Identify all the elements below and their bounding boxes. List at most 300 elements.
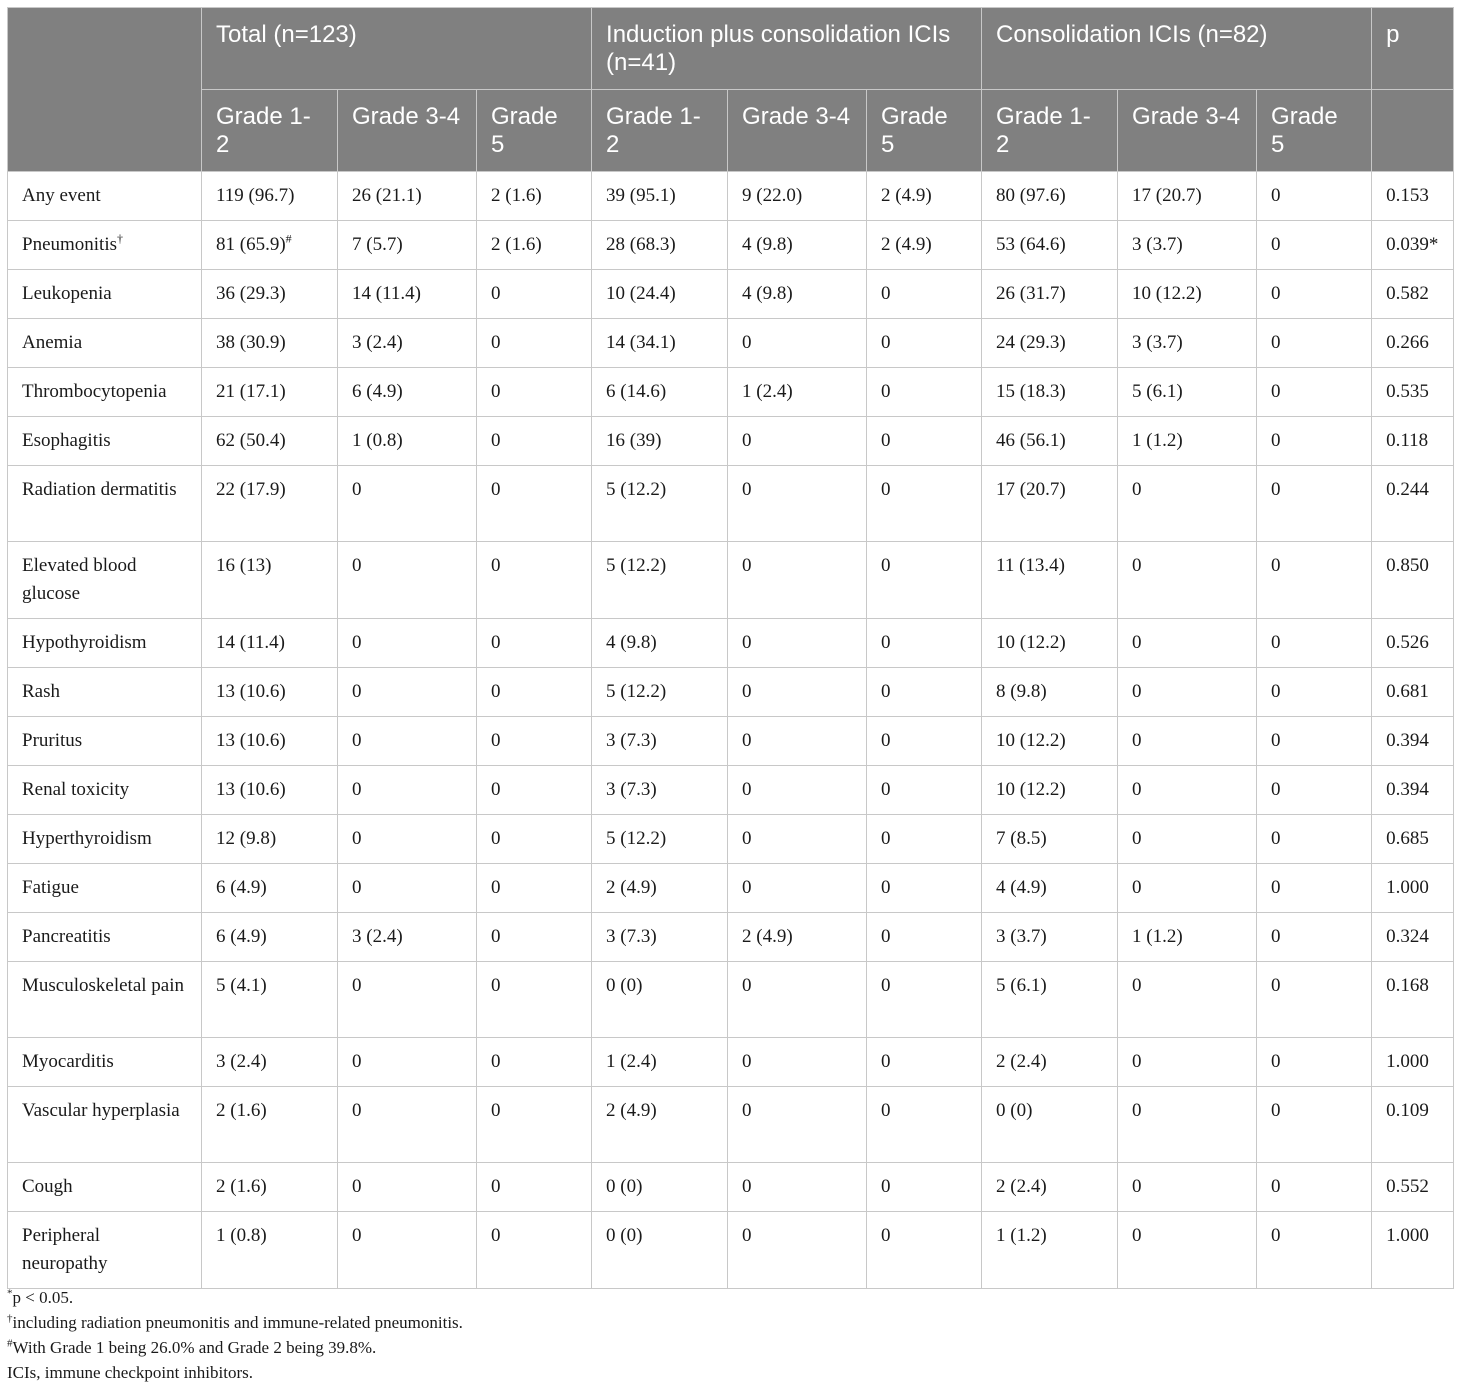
row-label-text: Vascular hyperplasia (22, 1100, 180, 1121)
table-cell (982, 221, 1118, 270)
cell-value: 0 (491, 479, 501, 500)
table-cell (982, 1087, 1118, 1163)
cell-value: 0 (881, 1225, 891, 1246)
cell-value: 0 (881, 1176, 891, 1197)
cell-value: 0 (881, 283, 891, 304)
cell-value: 0 (881, 828, 891, 849)
footnote (7, 1360, 463, 1385)
cell-value: 1 (0.8) (216, 1225, 267, 1246)
cell-value: 8 (9.8) (996, 681, 1047, 702)
row-label-text: Elevated blood glucose (22, 555, 137, 604)
cell-value: 0 (742, 779, 752, 800)
cell-value: 13 (10.6) (216, 779, 286, 800)
cell-value: 0 (352, 479, 362, 500)
cell-value: 4 (9.8) (742, 234, 793, 255)
row-label-text: Hypothyroidism (22, 632, 147, 653)
row-label-text: Cough (22, 1176, 73, 1197)
table-cell (1118, 668, 1257, 717)
table-cell (202, 962, 338, 1038)
table-cell (592, 221, 728, 270)
table-cell (1257, 1087, 1372, 1163)
cell-value: 0 (1271, 828, 1281, 849)
cell-value: 12 (9.8) (216, 828, 277, 849)
table-row (8, 319, 1454, 368)
table-cell (728, 717, 867, 766)
cell-value: 0 (742, 730, 752, 751)
table-cell (1257, 172, 1372, 221)
cell-value: 3 (3.7) (1132, 332, 1183, 353)
p-value: 1.000 (1372, 1038, 1454, 1087)
cell-value: 0 (491, 430, 501, 451)
cell-value: 0 (1271, 1100, 1281, 1121)
table-cell (982, 270, 1118, 319)
table-cell (338, 221, 477, 270)
p-value: 0.681 (1372, 668, 1454, 717)
table-cell (867, 417, 982, 466)
table-row (8, 542, 1454, 619)
cell-value: 0 (491, 681, 501, 702)
table-cell (202, 815, 338, 864)
table-cell (592, 368, 728, 417)
cell-value: 21 (17.1) (216, 381, 286, 402)
row-label-text: Radiation dermatitis (22, 479, 177, 500)
header-p: p (1372, 8, 1454, 90)
table-cell (338, 1163, 477, 1212)
header-grade: Grade 5 (867, 90, 982, 172)
table-cell (728, 1038, 867, 1087)
cell-value: 0 (491, 1225, 501, 1246)
cell-value: 0 (491, 1100, 501, 1121)
cell-value: 0 (742, 430, 752, 451)
cell-value: 5 (12.2) (606, 681, 667, 702)
adverse-events-table (7, 7, 1454, 1289)
row-label-text: Hyperthyroidism (22, 828, 152, 849)
cell-value: 3 (3.7) (1132, 234, 1183, 255)
header-grade: Grade 3-4 (728, 90, 867, 172)
table-row (8, 864, 1454, 913)
table-cell (867, 864, 982, 913)
cell-value: 6 (4.9) (216, 877, 267, 898)
cell-value: 38 (30.9) (216, 332, 286, 353)
p-value: 0.552 (1372, 1163, 1454, 1212)
table-cell (477, 1038, 592, 1087)
cell-value: 11 (13.4) (996, 555, 1065, 576)
table-cell (1257, 368, 1372, 417)
cell-value: 0 (742, 681, 752, 702)
footnote-text: ICIs, immune checkpoint inhibitors. (7, 1363, 253, 1382)
table-row (8, 466, 1454, 542)
table-footnotes (7, 1285, 463, 1385)
table-cell (477, 864, 592, 913)
table-cell (728, 619, 867, 668)
table-cell (867, 1163, 982, 1212)
table-cell (592, 270, 728, 319)
cell-value: 5 (6.1) (996, 975, 1047, 996)
cell-value: 2 (1.6) (216, 1100, 267, 1121)
cell-value: 0 (1132, 730, 1142, 751)
table-cell (1118, 466, 1257, 542)
cell-value: 6 (4.9) (216, 926, 267, 947)
table-cell (982, 319, 1118, 368)
row-label-text: Esophagitis (22, 430, 111, 451)
table-container (7, 7, 1453, 1289)
table-cell (477, 962, 592, 1038)
table-cell (338, 542, 477, 619)
cell-value: 0 (742, 1051, 752, 1072)
cell-value: 3 (2.4) (352, 926, 403, 947)
cell-value: 0 (1132, 828, 1142, 849)
cell-value: 3 (3.7) (996, 926, 1047, 947)
cell-value: 17 (20.7) (1132, 185, 1202, 206)
row-label (8, 270, 202, 319)
cell-value: 5 (6.1) (1132, 381, 1183, 402)
table-cell (592, 1212, 728, 1289)
cell-value: 3 (2.4) (216, 1051, 267, 1072)
table-cell (592, 766, 728, 815)
cell-value: 62 (50.4) (216, 430, 286, 451)
row-label (8, 668, 202, 717)
cell-value: 0 (1271, 381, 1281, 402)
cell-value: 24 (29.3) (996, 332, 1066, 353)
cell-value: 0 (491, 975, 501, 996)
table-row (8, 913, 1454, 962)
table-cell (728, 668, 867, 717)
cell-value: 16 (13) (216, 555, 272, 576)
cell-value: 2 (4.9) (881, 185, 932, 206)
table-cell (592, 1038, 728, 1087)
footnote-marker: # (7, 1337, 13, 1350)
p-value: 0.535 (1372, 368, 1454, 417)
table-cell (982, 542, 1118, 619)
table-cell (1257, 717, 1372, 766)
table-row (8, 766, 1454, 815)
row-label (8, 1212, 202, 1289)
cell-value: 0 (742, 332, 752, 353)
table-cell (867, 542, 982, 619)
table-cell (867, 913, 982, 962)
table-cell (867, 962, 982, 1038)
p-value: 0.850 (1372, 542, 1454, 619)
cell-value: 0 (1271, 779, 1281, 800)
table-cell (592, 172, 728, 221)
table-cell (867, 766, 982, 815)
row-label (8, 864, 202, 913)
cell-value: 0 (1132, 681, 1142, 702)
cell-value: 2 (2.4) (996, 1176, 1047, 1197)
table-cell (202, 668, 338, 717)
cell-value: 0 (1132, 1225, 1142, 1246)
table-cell (982, 913, 1118, 962)
cell-value: 0 (881, 632, 891, 653)
table-cell (1257, 766, 1372, 815)
table-cell (1118, 864, 1257, 913)
cell-value: 14 (11.4) (216, 632, 285, 653)
cell-value: 0 (352, 632, 362, 653)
table-cell (1257, 619, 1372, 668)
table-cell (477, 913, 592, 962)
cell-value: 0 (1271, 926, 1281, 947)
cell-value: 0 (881, 430, 891, 451)
table-cell (728, 542, 867, 619)
cell-value: 0 (352, 730, 362, 751)
row-label-text: Myocarditis (22, 1051, 114, 1072)
row-label (8, 542, 202, 619)
table-cell (1118, 221, 1257, 270)
table-cell (338, 417, 477, 466)
table-cell (867, 815, 982, 864)
cell-value: 0 (0) (606, 1225, 643, 1246)
cell-value: 0 (491, 283, 501, 304)
table-row (8, 1038, 1454, 1087)
table-cell (592, 466, 728, 542)
cell-value: 0 (881, 1100, 891, 1121)
table-cell (1257, 668, 1372, 717)
cell-value: 0 (881, 779, 891, 800)
row-label-text: Musculoskeletal pain (22, 975, 184, 996)
table-cell (202, 172, 338, 221)
cell-value: 0 (742, 1176, 752, 1197)
cell-value: 0 (1271, 681, 1281, 702)
table-cell (592, 668, 728, 717)
cell-value: 119 (96.7) (216, 185, 295, 206)
table-cell (867, 1212, 982, 1289)
table-cell (477, 619, 592, 668)
cell-value: 5 (4.1) (216, 975, 267, 996)
table-cell (592, 319, 728, 368)
table-cell (592, 619, 728, 668)
table-cell (477, 417, 592, 466)
cell-value: 0 (1271, 877, 1281, 898)
footnote-marker: # (285, 231, 292, 246)
cell-value: 0 (881, 332, 891, 353)
table-cell (1118, 717, 1257, 766)
cell-value: 0 (1271, 555, 1281, 576)
table-cell (1118, 766, 1257, 815)
table-cell (338, 766, 477, 815)
table-cell (1257, 221, 1372, 270)
table-cell (592, 962, 728, 1038)
table-cell (477, 1087, 592, 1163)
table-cell (867, 717, 982, 766)
table-cell (202, 368, 338, 417)
p-value: 0.109 (1372, 1087, 1454, 1163)
table-cell (1118, 319, 1257, 368)
cell-value: 0 (491, 926, 501, 947)
table-cell (728, 221, 867, 270)
table-cell (1257, 417, 1372, 466)
table-cell (728, 319, 867, 368)
header-group-total: Total (n=123) (202, 8, 592, 90)
cell-value: 53 (64.6) (996, 234, 1066, 255)
table-cell (592, 1087, 728, 1163)
p-value: 0.244 (1372, 466, 1454, 542)
table-cell (1118, 368, 1257, 417)
table-cell (982, 172, 1118, 221)
cell-value: 0 (881, 926, 891, 947)
cell-value: 0 (491, 1051, 501, 1072)
cell-value: 1 (1.2) (996, 1225, 1047, 1246)
cell-value: 3 (7.3) (606, 926, 657, 947)
cell-value: 36 (29.3) (216, 283, 286, 304)
table-cell (728, 1212, 867, 1289)
table-cell (1118, 962, 1257, 1038)
table-cell (728, 864, 867, 913)
table-cell (1257, 270, 1372, 319)
row-label (8, 221, 202, 270)
row-label-text: Anemia (22, 332, 83, 353)
table-cell (338, 1087, 477, 1163)
table-cell (867, 319, 982, 368)
cell-value: 0 (352, 1176, 362, 1197)
table-cell (202, 319, 338, 368)
table-cell (477, 717, 592, 766)
table-cell (1118, 1038, 1257, 1087)
table-row (8, 962, 1454, 1038)
cell-value: 0 (742, 479, 752, 500)
cell-value: 1 (1.2) (1132, 926, 1183, 947)
cell-value: 0 (1132, 779, 1142, 800)
cell-value: 0 (0) (996, 1100, 1033, 1121)
table-row (8, 668, 1454, 717)
cell-value: 0 (881, 681, 891, 702)
table-cell (1257, 962, 1372, 1038)
table-cell (202, 466, 338, 542)
cell-value: 0 (1132, 975, 1142, 996)
table-row (8, 1087, 1454, 1163)
cell-value: 2 (4.9) (606, 1100, 657, 1121)
cell-value: 1 (2.4) (606, 1051, 657, 1072)
table-cell (202, 270, 338, 319)
table-cell (867, 619, 982, 668)
cell-value: 3 (7.3) (606, 730, 657, 751)
table-cell (477, 368, 592, 417)
header-grade: Grade 1-2 (202, 90, 338, 172)
table-cell (1257, 1038, 1372, 1087)
table-cell (728, 913, 867, 962)
table-header (8, 8, 1454, 172)
cell-value: 0 (491, 1176, 501, 1197)
table-cell (1257, 864, 1372, 913)
row-label (8, 717, 202, 766)
table-cell (982, 962, 1118, 1038)
table-row (8, 172, 1454, 221)
p-value: 0.394 (1372, 717, 1454, 766)
table-cell (592, 864, 728, 913)
header-grade: Grade 3-4 (1118, 90, 1257, 172)
cell-value: 0 (1132, 555, 1142, 576)
footnote-text: including radiation pneumonitis and immune-related pneumonitis. (12, 1313, 463, 1332)
table-cell (592, 717, 728, 766)
cell-value: 0 (1271, 1176, 1281, 1197)
table-cell (202, 1038, 338, 1087)
cell-value: 0 (1271, 975, 1281, 996)
row-label (8, 815, 202, 864)
footnote-text: With Grade 1 being 26.0% and Grade 2 being 39.8%. (12, 1338, 377, 1357)
table-cell (1118, 913, 1257, 962)
cell-value: 0 (1132, 479, 1142, 500)
cell-value: 0 (352, 555, 362, 576)
p-value: 1.000 (1372, 864, 1454, 913)
cell-value: 4 (9.8) (606, 632, 657, 653)
cell-value: 4 (4.9) (996, 877, 1047, 898)
cell-value: 26 (21.1) (352, 185, 422, 206)
header-group-consolidation: Consolidation ICIs (n=82) (982, 8, 1372, 90)
cell-value: 10 (12.2) (996, 632, 1066, 653)
cell-value: 0 (1271, 430, 1281, 451)
cell-value: 1 (0.8) (352, 430, 403, 451)
footnote (7, 1335, 463, 1360)
table-cell (338, 1038, 477, 1087)
cell-value: 22 (17.9) (216, 479, 286, 500)
cell-value: 0 (352, 681, 362, 702)
cell-value: 7 (8.5) (996, 828, 1047, 849)
table-cell (982, 766, 1118, 815)
cell-value: 2 (1.6) (216, 1176, 267, 1197)
cell-value: 10 (12.2) (1132, 283, 1202, 304)
table-row (8, 1212, 1454, 1289)
cell-value: 4 (9.8) (742, 283, 793, 304)
cell-value: 0 (742, 975, 752, 996)
p-value: 0.153 (1372, 172, 1454, 221)
p-value: 0.526 (1372, 619, 1454, 668)
cell-value: 0 (742, 1100, 752, 1121)
cell-value: 0 (491, 730, 501, 751)
footnote-marker: † (7, 1312, 13, 1325)
table-cell (202, 221, 338, 270)
table-cell (728, 466, 867, 542)
table-cell (338, 668, 477, 717)
table-cell (728, 815, 867, 864)
table-row (8, 717, 1454, 766)
row-label (8, 619, 202, 668)
table-cell (477, 270, 592, 319)
table-cell (1257, 542, 1372, 619)
cell-value: 0 (1271, 1225, 1281, 1246)
table-cell (338, 319, 477, 368)
cell-value: 0 (742, 1225, 752, 1246)
table-cell (982, 417, 1118, 466)
footnote-text: p < 0.05. (12, 1288, 74, 1307)
cell-value: 0 (1132, 1051, 1142, 1072)
row-label-text: Pancreatitis (22, 926, 111, 947)
table-cell (982, 619, 1118, 668)
cell-value: 1 (2.4) (742, 381, 793, 402)
cell-value: 0 (352, 1225, 362, 1246)
cell-value: 13 (10.6) (216, 730, 286, 751)
cell-value: 0 (742, 828, 752, 849)
table-cell (1257, 1212, 1372, 1289)
cell-value: 2 (4.9) (742, 926, 793, 947)
cell-value: 17 (20.7) (996, 479, 1066, 500)
table-cell (338, 864, 477, 913)
cell-value: 1 (1.2) (1132, 430, 1183, 451)
table-body (8, 172, 1454, 1289)
row-label (8, 466, 202, 542)
table-cell (1118, 1212, 1257, 1289)
table-cell (202, 913, 338, 962)
cell-value: 0 (352, 779, 362, 800)
table-row (8, 270, 1454, 319)
cell-value: 0 (1132, 877, 1142, 898)
table-cell (1118, 417, 1257, 466)
table-cell (728, 766, 867, 815)
row-label-text: Thrombocytopenia (22, 381, 167, 402)
cell-value: 46 (56.1) (996, 430, 1066, 451)
row-label (8, 766, 202, 815)
cell-value: 2 (2.4) (996, 1051, 1047, 1072)
table-row (8, 368, 1454, 417)
table-cell (982, 368, 1118, 417)
